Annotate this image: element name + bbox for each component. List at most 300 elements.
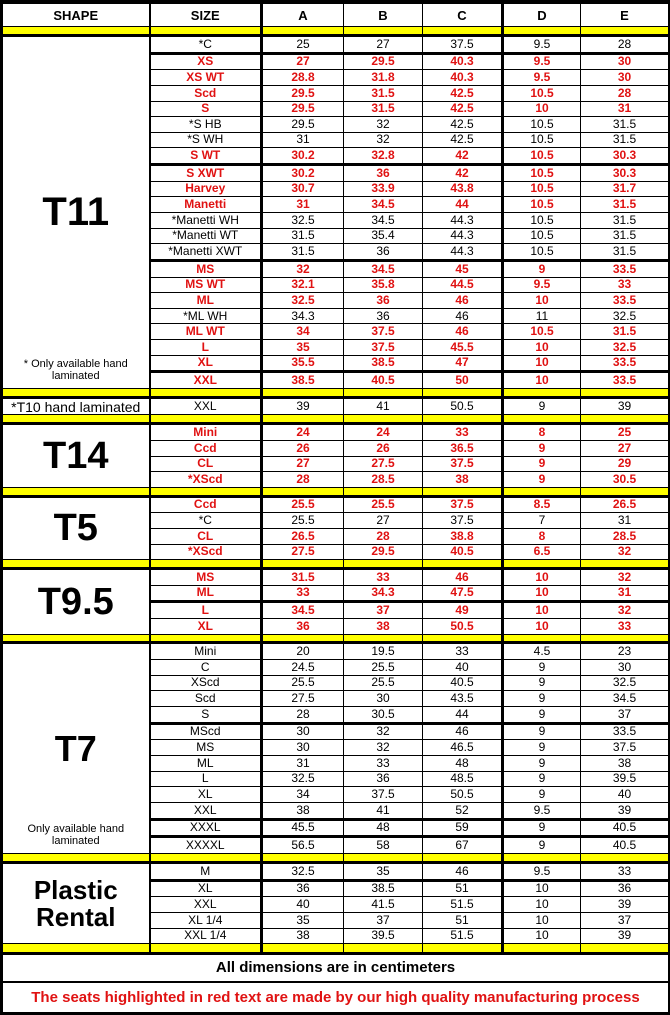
value-cell-d: 9 [503,675,581,691]
value-cell-a: 34.3 [262,308,344,324]
separator-stripe-cell [3,634,150,643]
value-cell-e: 28 [581,35,669,53]
footer-units-row [3,953,669,982]
shape-cell [3,568,150,634]
value-cell-c: 43.8 [423,181,503,197]
shape-cell [3,35,150,388]
size-cell: *S HB [150,117,262,133]
value-cell-c: 40 [423,660,503,676]
separator-stripe-cell [344,389,423,398]
value-cell-e: 33 [581,862,669,880]
header-cell-b: B [344,3,423,27]
value-cell-b: 19.5 [344,643,423,660]
value-cell-d: 10 [503,101,581,117]
value-cell-b: 28.5 [344,472,423,488]
separator-stripe-cell [262,487,344,496]
value-cell-d: 10 [503,602,581,619]
value-cell-a: 34.5 [262,602,344,619]
value-cell-e: 31.7 [581,181,669,197]
separator-stripe-cell [581,389,669,398]
separator-stripe-cell [3,487,150,496]
size-cell: MS [150,568,262,585]
value-cell-c: 67 [423,837,503,854]
separator-stripe-cell [3,854,150,863]
value-cell-e: 32.5 [581,675,669,691]
separator-stripe-row [3,415,669,424]
value-cell-d: 9 [503,755,581,771]
value-cell-c: 50.5 [423,619,503,635]
value-cell-e: 31.5 [581,324,669,340]
value-cell-e: 40 [581,787,669,803]
size-cell: MScd [150,723,262,740]
value-cell-e: 33 [581,619,669,635]
value-cell-e: 32 [581,544,669,560]
separator-stripe-cell [3,560,150,569]
value-cell-e: 28.5 [581,528,669,544]
units-note: All dimensions are in centimeters [3,953,669,982]
value-cell-e: 38 [581,755,669,771]
table-row [3,496,669,513]
separator-stripe-cell [3,389,150,398]
size-chart-table [2,2,669,1013]
size-cell: Mini [150,424,262,441]
separator-stripe-cell [581,27,669,36]
value-cell-c: 38.8 [423,528,503,544]
shape-label: *T10 hand laminated [11,398,141,415]
value-cell-d: 10 [503,912,581,928]
value-cell-a: 29.5 [262,117,344,133]
separator-stripe-cell [262,944,344,953]
value-cell-b: 27.5 [344,456,423,472]
value-cell-b: 36 [344,771,423,787]
table-row [3,397,669,415]
value-cell-d: 10 [503,880,581,897]
size-cell: ML WT [150,324,262,340]
size-cell: *Manetti WH [150,212,262,228]
value-cell-c: 42 [423,148,503,165]
value-cell-b: 37 [344,602,423,619]
value-cell-c: 44.5 [423,277,503,293]
value-cell-a: 30 [262,740,344,756]
value-cell-e: 30 [581,70,669,86]
size-cell: ML [150,293,262,309]
value-cell-e: 37.5 [581,740,669,756]
size-cell: L [150,340,262,356]
shape-cell [3,862,150,943]
value-cell-e: 37 [581,706,669,723]
value-cell-b: 25.5 [344,496,423,513]
value-cell-e: 34.5 [581,691,669,707]
separator-stripe-cell [503,854,581,863]
separator-stripe-cell [503,560,581,569]
value-cell-e: 33.5 [581,260,669,277]
shape-note: * Only available hand laminated [23,357,128,383]
separator-stripe-cell [423,27,503,36]
value-cell-d: 6.5 [503,544,581,560]
value-cell-c: 51.5 [423,897,503,913]
value-cell-c: 40.5 [423,544,503,560]
value-cell-c: 46 [423,723,503,740]
value-cell-b: 37.5 [344,324,423,340]
value-cell-e: 39 [581,802,669,819]
size-cell: XL [150,355,262,372]
separator-stripe-cell [344,27,423,36]
value-cell-b: 32 [344,117,423,133]
size-cell: *S WH [150,132,262,148]
separator-stripe-cell [423,634,503,643]
value-cell-d: 10.5 [503,244,581,261]
value-cell-c: 44 [423,706,503,723]
value-cell-a: 35 [262,340,344,356]
value-cell-b: 33 [344,755,423,771]
size-cell: Manetti [150,197,262,213]
value-cell-b: 33 [344,568,423,585]
value-cell-a: 34 [262,324,344,340]
size-cell: XXXL [150,819,262,837]
separator-stripe-cell [423,944,503,953]
value-cell-d: 9.5 [503,53,581,70]
size-cell: XL [150,880,262,897]
value-cell-d: 9 [503,440,581,456]
separator-stripe-cell [150,415,262,424]
size-cell: XS WT [150,70,262,86]
value-cell-c: 44.3 [423,212,503,228]
size-cell: XXL [150,397,262,415]
shape-note: Only available hand laminated [27,822,125,848]
separator-stripe-cell [581,944,669,953]
value-cell-a: 32.5 [262,862,344,880]
value-cell-e: 31.5 [581,228,669,244]
separator-stripe-cell [150,27,262,36]
value-cell-b: 34.5 [344,260,423,277]
value-cell-b: 28 [344,528,423,544]
separator-stripe-cell [344,944,423,953]
size-cell: L [150,771,262,787]
header-row [3,3,669,27]
separator-stripe-cell [3,27,150,36]
value-cell-e: 32.5 [581,340,669,356]
value-cell-b: 29.5 [344,544,423,560]
value-cell-b: 37.5 [344,787,423,803]
separator-stripe-cell [344,634,423,643]
value-cell-e: 31 [581,101,669,117]
value-cell-d: 9 [503,472,581,488]
size-cell: MS [150,260,262,277]
value-cell-c: 50.5 [423,787,503,803]
value-cell-a: 38 [262,802,344,819]
shape-cell [3,496,150,560]
shape-label: T9.5 [37,580,114,623]
size-cell: Harvey [150,181,262,197]
size-cell: Ccd [150,440,262,456]
size-cell: XXL [150,802,262,819]
separator-stripe-cell [423,415,503,424]
value-cell-a: 30.2 [262,165,344,182]
size-cell: C [150,660,262,676]
value-cell-d: 10.5 [503,212,581,228]
value-cell-b: 40.5 [344,372,423,389]
value-cell-a: 33 [262,585,344,602]
value-cell-a: 28 [262,706,344,723]
separator-stripe-cell [150,944,262,953]
separator-stripe-cell [3,944,150,953]
value-cell-d: 9 [503,837,581,854]
value-cell-a: 27 [262,53,344,70]
value-cell-e: 31.5 [581,117,669,133]
value-cell-b: 36 [344,293,423,309]
separator-stripe-cell [262,415,344,424]
value-cell-d: 10.5 [503,181,581,197]
value-cell-d: 10.5 [503,117,581,133]
value-cell-e: 30.3 [581,148,669,165]
value-cell-c: 49 [423,602,503,619]
separator-stripe-cell [423,487,503,496]
separator-stripe-cell [423,389,503,398]
value-cell-b: 32 [344,723,423,740]
value-cell-e: 29 [581,456,669,472]
value-cell-e: 31 [581,513,669,529]
value-cell-b: 29.5 [344,53,423,70]
separator-stripe-cell [344,560,423,569]
value-cell-e: 26.5 [581,496,669,513]
value-cell-a: 35 [262,912,344,928]
value-cell-a: 27 [262,456,344,472]
value-cell-d: 9.5 [503,862,581,880]
value-cell-a: 26 [262,440,344,456]
value-cell-e: 31.5 [581,132,669,148]
value-cell-b: 31.8 [344,70,423,86]
value-cell-b: 25.5 [344,660,423,676]
separator-stripe-cell [262,854,344,863]
value-cell-a: 26.5 [262,528,344,544]
size-cell: XXL 1/4 [150,928,262,944]
value-cell-a: 24 [262,424,344,441]
value-cell-c: 47.5 [423,585,503,602]
value-cell-c: 37.5 [423,496,503,513]
value-cell-a: 30.7 [262,181,344,197]
size-cell: ML [150,585,262,602]
value-cell-d: 9 [503,787,581,803]
value-cell-b: 34.5 [344,212,423,228]
separator-stripe-row [3,27,669,36]
value-cell-a: 31.5 [262,244,344,261]
value-cell-c: 45.5 [423,340,503,356]
value-cell-c: 51.5 [423,928,503,944]
value-cell-b: 38.5 [344,355,423,372]
value-cell-a: 25 [262,35,344,53]
value-cell-e: 33.5 [581,293,669,309]
value-cell-b: 38.5 [344,880,423,897]
red-highlight-note: The seats highlighted in red text are made by our high quality manufacturing process [3,982,669,1012]
value-cell-c: 43.5 [423,691,503,707]
value-cell-c: 37.5 [423,35,503,53]
value-cell-c: 50.5 [423,397,503,415]
value-cell-e: 32 [581,568,669,585]
value-cell-b: 36 [344,244,423,261]
shape-label: T5 [53,507,98,550]
shape-cell [3,424,150,488]
value-cell-b: 38 [344,619,423,635]
value-cell-c: 44 [423,197,503,213]
value-cell-b: 32 [344,132,423,148]
value-cell-c: 50 [423,372,503,389]
size-cell: *Manetti WT [150,228,262,244]
size-cell: Mini [150,643,262,660]
value-cell-a: 32.5 [262,212,344,228]
table-row [3,424,669,441]
value-cell-b: 37 [344,912,423,928]
value-cell-d: 10 [503,928,581,944]
value-cell-b: 36 [344,165,423,182]
value-cell-c: 46 [423,568,503,585]
value-cell-d: 10 [503,585,581,602]
size-cell: ML [150,755,262,771]
value-cell-e: 31.5 [581,197,669,213]
value-cell-c: 42.5 [423,85,503,101]
value-cell-c: 45 [423,260,503,277]
separator-stripe-cell [150,560,262,569]
value-cell-a: 36 [262,880,344,897]
separator-stripe-cell [503,944,581,953]
value-cell-d: 10.5 [503,85,581,101]
size-cell: XXXXL [150,837,262,854]
value-cell-a: 25.5 [262,496,344,513]
value-cell-c: 38 [423,472,503,488]
value-cell-d: 10.5 [503,197,581,213]
value-cell-a: 39 [262,397,344,415]
value-cell-a: 29.5 [262,101,344,117]
size-cell: XL [150,619,262,635]
size-cell: MS WT [150,277,262,293]
size-cell: S WT [150,148,262,165]
value-cell-d: 9 [503,456,581,472]
value-cell-b: 35.8 [344,277,423,293]
separator-stripe-cell [3,415,150,424]
size-cell: S [150,706,262,723]
value-cell-a: 31.5 [262,568,344,585]
value-cell-c: 46 [423,324,503,340]
shape-cell [3,643,150,854]
header-cell-e: E [581,3,669,27]
value-cell-d: 9 [503,397,581,415]
value-cell-c: 51 [423,912,503,928]
separator-stripe-cell [262,27,344,36]
value-cell-d: 8 [503,528,581,544]
size-cell: XXL [150,897,262,913]
value-cell-c: 42 [423,165,503,182]
separator-stripe-cell [423,560,503,569]
value-cell-a: 32.5 [262,771,344,787]
size-cell: L [150,602,262,619]
value-cell-c: 36.5 [423,440,503,456]
value-cell-c: 40.3 [423,70,503,86]
value-cell-e: 30 [581,660,669,676]
value-cell-c: 48.5 [423,771,503,787]
value-cell-d: 4.5 [503,643,581,660]
separator-stripe-row [3,487,669,496]
value-cell-c: 51 [423,880,503,897]
value-cell-b: 27 [344,513,423,529]
separator-stripe-cell [150,487,262,496]
value-cell-a: 38.5 [262,372,344,389]
value-cell-c: 46 [423,308,503,324]
value-cell-d: 9 [503,660,581,676]
value-cell-b: 31.5 [344,101,423,117]
value-cell-c: 37.5 [423,513,503,529]
value-cell-a: 36 [262,619,344,635]
value-cell-a: 25.5 [262,675,344,691]
value-cell-b: 35 [344,862,423,880]
separator-stripe-row [3,634,669,643]
value-cell-a: 27.5 [262,691,344,707]
value-cell-a: 29.5 [262,85,344,101]
size-cell: XL [150,787,262,803]
value-cell-b: 24 [344,424,423,441]
value-cell-a: 34 [262,787,344,803]
value-cell-b: 27 [344,35,423,53]
size-cell: XL 1/4 [150,912,262,928]
value-cell-e: 25 [581,424,669,441]
value-cell-a: 31.5 [262,228,344,244]
size-cell: XScd [150,675,262,691]
value-cell-c: 44.3 [423,244,503,261]
value-cell-b: 48 [344,819,423,837]
value-cell-e: 39 [581,897,669,913]
size-cell: *XScd [150,544,262,560]
value-cell-e: 32 [581,602,669,619]
table-row [3,643,669,660]
size-cell: CL [150,456,262,472]
shape-label: Plastic Rental [33,874,118,932]
table-row [3,568,669,585]
value-cell-d: 10.5 [503,165,581,182]
value-cell-e: 33.5 [581,372,669,389]
value-cell-d: 10 [503,568,581,585]
value-cell-b: 41.5 [344,897,423,913]
size-cell: Scd [150,691,262,707]
value-cell-c: 59 [423,819,503,837]
value-cell-a: 45.5 [262,819,344,837]
header-cell-shape: SHAPE [3,3,150,27]
value-cell-d: 8 [503,424,581,441]
size-cell: XXL [150,372,262,389]
value-cell-e: 39.5 [581,771,669,787]
separator-stripe-cell [581,634,669,643]
value-cell-d: 10 [503,293,581,309]
value-cell-b: 37.5 [344,340,423,356]
value-cell-c: 33 [423,424,503,441]
value-cell-e: 27 [581,440,669,456]
separator-stripe-cell [262,634,344,643]
separator-stripe-cell [262,389,344,398]
value-cell-b: 33.9 [344,181,423,197]
value-cell-e: 28 [581,85,669,101]
value-cell-d: 10.5 [503,324,581,340]
value-cell-e: 30.5 [581,472,669,488]
separator-stripe-cell [150,634,262,643]
separator-stripe-cell [581,854,669,863]
value-cell-d: 11 [503,308,581,324]
value-cell-c: 44.3 [423,228,503,244]
separator-stripe-cell [344,415,423,424]
value-cell-a: 56.5 [262,837,344,854]
size-cell: CL [150,528,262,544]
value-cell-a: 38 [262,928,344,944]
value-cell-d: 10 [503,372,581,389]
value-cell-d: 10.5 [503,132,581,148]
value-cell-b: 36 [344,308,423,324]
header-cell-size: SIZE [150,3,262,27]
